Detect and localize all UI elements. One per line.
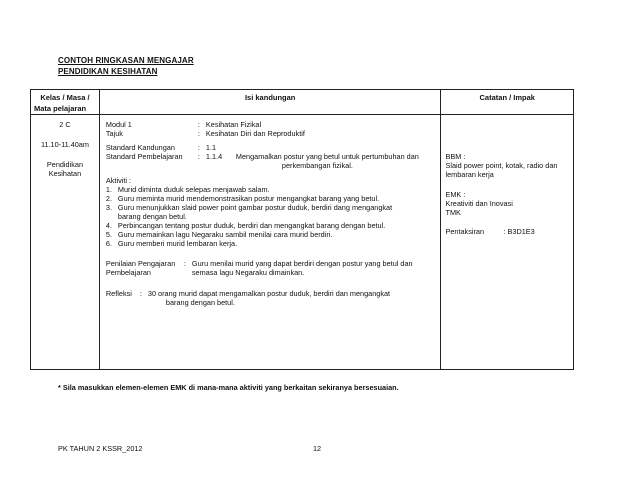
- pentaksiran-label: Pentaksiran: [445, 227, 485, 236]
- class-time-subject-cell: [31, 115, 100, 370]
- table-header-row: [31, 90, 574, 115]
- aktiviti-item: [106, 230, 440, 239]
- notes-impact-cell: [441, 115, 574, 370]
- aktiviti-text: Guru menunjukkan slaid power point gambar postur duduk, berdiri dang mengangkat: [117, 203, 393, 212]
- pentaksiran-value: : B3D1E3: [503, 227, 535, 236]
- header-col1: [31, 90, 100, 115]
- aktiviti-item: [106, 203, 440, 221]
- aktiviti-text: Perbincangan tentang postur duduk, berdiri dan mengangkat barang dengan betul.: [117, 221, 386, 230]
- aktiviti-number: 5.: [105, 230, 112, 239]
- modul-value: Kesihatan Fizikal: [205, 120, 262, 129]
- sp-value-line2: perkembangan fizikal.: [281, 161, 353, 170]
- aktiviti-text: Murid diminta duduk selepas menjawab salam.: [117, 185, 270, 194]
- sk-label: Standard Kandungan: [105, 143, 175, 152]
- emk-line-1: Kreativiti dan Inovasi: [445, 199, 513, 208]
- aktiviti-item: [106, 221, 440, 230]
- lesson-time: 11.10-11.40am: [40, 140, 89, 149]
- sp-label: Standard Pembelajaran: [105, 152, 183, 161]
- emk-label: EMK :: [445, 190, 466, 199]
- sp-code: 1.1.4: [205, 152, 223, 161]
- refleksi-value-2: barang dengan betul.: [165, 298, 235, 307]
- penilaian-sep: :: [183, 259, 186, 268]
- aktiviti-number: 6.: [105, 239, 112, 248]
- aktiviti-title: Aktiviti :: [105, 176, 132, 185]
- lesson-summary-table: [30, 89, 574, 370]
- sk-value: 1.1: [205, 143, 217, 152]
- footer-document-name: PK TAHUN 2 KSSR_2012: [58, 444, 143, 453]
- penilaian-label-1: Penilaian Pengajaran: [105, 259, 176, 268]
- aktiviti-item: [106, 194, 440, 203]
- aktiviti-item: [106, 239, 440, 248]
- aktiviti-item: [106, 185, 440, 194]
- heading-line-2: PENDIDIKAN KESIHATAN: [58, 67, 158, 76]
- aktiviti-number: 1.: [105, 185, 112, 194]
- class-name: 2 C: [59, 120, 71, 129]
- footer-page-number: 12: [313, 444, 322, 453]
- content-cell: [99, 115, 441, 370]
- aktiviti-number: 4.: [105, 221, 112, 230]
- table-body-row: [31, 115, 574, 370]
- header-col1-line2: Mata pelajaran: [34, 104, 87, 113]
- penilaian-value-2: semasa lagu Negaraku dimainkan.: [191, 268, 305, 277]
- bbm-line-2: lembaran kerja: [445, 170, 494, 179]
- subject-line-1: Pendidikan: [46, 160, 83, 169]
- header-col1-line1: Kelas / Masa /: [40, 93, 90, 102]
- bbm-line-1: Slaid power point, kotak, radio dan: [445, 161, 558, 170]
- header-col3: Catatan / Impak: [441, 90, 574, 115]
- emk-line-2: TMK: [445, 208, 461, 217]
- tajuk-label: Tajuk: [105, 129, 123, 138]
- tajuk-value: Kesihatan Diri dan Reproduktif: [205, 129, 305, 138]
- aktiviti-number: 2.: [105, 194, 112, 203]
- bbm-label: BBM :: [445, 152, 466, 161]
- aktiviti-text: Guru memberi murid lembaran kerja.: [117, 239, 238, 248]
- sp-value-line1: Mengamalkan postur yang betul untuk pertumbuhan dan: [235, 152, 419, 161]
- sp-sep: :: [197, 152, 200, 161]
- aktiviti-text: Guru meminta murid mendemonstrasikan postur mengangkat barang yang betul.: [117, 194, 380, 203]
- refleksi-sep: :: [139, 289, 142, 298]
- tajuk-sep: :: [197, 129, 200, 138]
- penilaian-label-2: Pembelajaran: [105, 268, 151, 277]
- aktiviti-text: barang dengan betul.: [117, 212, 187, 221]
- aktiviti-number: 3.: [105, 203, 112, 212]
- refleksi-value-1: 30 orang murid dapat mengamalkan postur duduk, berdiri dan mengangkat: [147, 289, 391, 298]
- modul-label: Modul 1: [105, 120, 132, 129]
- header-col2: Isi kandungan: [99, 90, 441, 115]
- subject-line-2: Kesihatan: [48, 169, 82, 178]
- emk-note: * Sila masukkan elemen-elemen EMK di mana-mana aktiviti yang berkaitan sekiranya bersesuaian.: [58, 383, 399, 392]
- modul-sep: :: [197, 120, 200, 129]
- aktiviti-list: [106, 185, 440, 248]
- sk-sep: :: [197, 143, 200, 152]
- refleksi-label: Refleksi: [105, 289, 132, 298]
- penilaian-value-1: Guru menilai murid yang dapat berdiri dengan postur yang betul dan: [191, 259, 413, 268]
- heading-line-1: CONTOH RINGKASAN MENGAJAR: [58, 56, 194, 65]
- aktiviti-text: Guru memainkan lagu Negaraku sambil menilai cara murid berdiri.: [117, 230, 333, 239]
